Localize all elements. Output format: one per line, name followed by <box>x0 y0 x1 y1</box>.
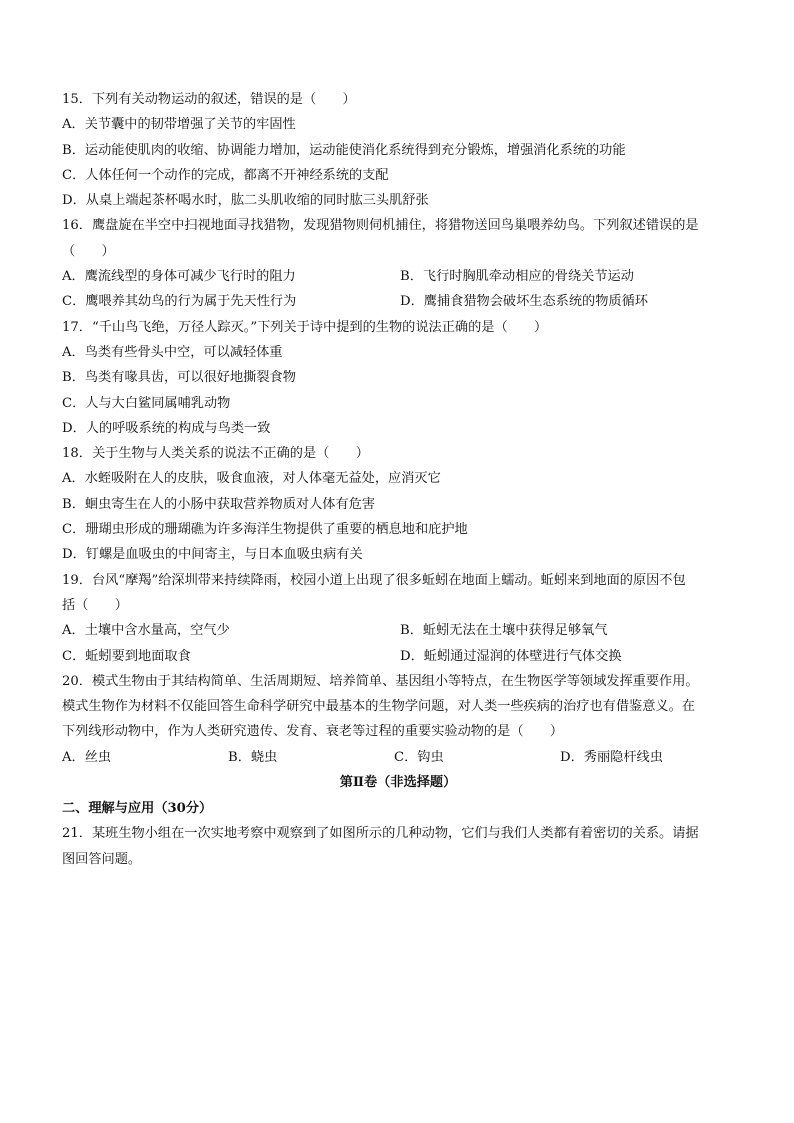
question-17-option-a: A．鸟类有些骨头中空，可以减轻体重 <box>62 344 283 360</box>
question-20-option-c: C．钩虫 <box>394 749 444 765</box>
page-content <box>62 87 734 872</box>
part-2-title: 二、理解与应用（30分） <box>62 801 213 817</box>
question-18-stem: 18．关于生物与人类关系的说法不正确的是（ ） <box>62 446 369 462</box>
question-20-option-d: D．秀丽隐杆线虫 <box>560 749 663 765</box>
question-16-stem-line1: 16．鹰盘旋在半空中扫视地面寻找猎物，发现猎物则伺机捕住，将猎物送回鸟巢喂养幼鸟。下列叙述错误的是 <box>62 218 699 234</box>
question-18 <box>62 441 734 567</box>
question-21 <box>62 821 734 872</box>
section-2-title: 第Ⅱ卷（非选择题） <box>339 775 457 791</box>
question-15 <box>62 87 734 213</box>
question-16 <box>62 213 734 314</box>
question-19 <box>62 568 734 669</box>
question-20-stem-line2: 模式生物作为材料不仅能回答生命科学研究中最基本的生物学问题，对人类一些疾病的治疗也有借鉴意义。在 <box>62 699 695 715</box>
question-19-stem-line1: 19．台风“摩羯”给深圳带来持续降雨，校园小道上出现了很多蚯蚓在地面上蠕动。蚯蚓来到地面的原因不包 <box>62 572 686 588</box>
question-16-option-d: D．鹰捕食猎物会破坏生态系统的物质循环 <box>400 294 648 310</box>
question-20-option-a: A．丝虫 <box>62 749 112 765</box>
question-21-stem-line1: 21．某班生物小组在一次实地考察中观察到了如图所示的几种动物，它们与我们人类都有着密切的关系。请据 <box>62 826 699 842</box>
question-20 <box>62 669 734 770</box>
question-16-option-b: B．飞行时胸肌牵动相应的骨绕关节运动 <box>400 269 634 285</box>
question-20-options-row <box>62 745 734 770</box>
question-18-option-c: C．珊瑚虫形成的珊瑚礁为许多海洋生物提供了重要的栖息地和庇护地 <box>62 522 468 538</box>
question-19-options-row1 <box>62 618 734 643</box>
question-15-stem: 15．下列有关动物运动的叙述，错误的是（ ） <box>62 92 356 107</box>
question-19-option-c: C．蚯蚓要到地面取食 <box>62 648 191 664</box>
question-17 <box>62 315 734 441</box>
question-17-stem: 17．“千山鸟飞绝，万径人踪灭。”下列关于诗中提到的生物的说法正确的是（ ） <box>62 319 548 335</box>
question-19-stem-line2: 括（ ） <box>62 597 128 613</box>
question-16-options-row1 <box>62 264 734 289</box>
question-21-stem-line2: 图回答问题。 <box>62 851 142 867</box>
question-16-option-c: C．鹰喂养其幼鸟的行为属于先天性行为 <box>62 294 297 310</box>
question-20-option-b: B．蛲虫 <box>228 749 278 765</box>
question-15-option-a: A．关节囊中的韧带增强了关节的牢固性 <box>62 117 296 133</box>
question-18-option-b: B．蛔虫寄生在人的小肠中获取营养物质对人体有危害 <box>62 496 376 512</box>
question-15-option-d: D．从桌上端起茶杯喝水时，肱二头肌收缩的同时肱三头肌舒张 <box>62 193 429 209</box>
question-16-option-a: A．鹰流线型的身体可减少飞行时的阻力 <box>62 269 296 285</box>
question-19-options-row2 <box>62 644 734 669</box>
question-20-stem-line1: 20．模式生物由于其结构简单、生活周期短、培养简单、基因组小等特点，在生物医学等领域发挥重要作用。 <box>62 673 699 689</box>
question-18-option-a: A．水蛭吸附在人的皮肤，吸食血液，对人体毫无益处，应消灭它 <box>62 471 441 487</box>
question-17-option-c: C．人与大白鲨同属哺乳动物 <box>62 395 231 411</box>
question-19-option-d: D．蚯蚓通过湿润的体壁进行气体交换 <box>400 648 622 664</box>
question-16-options-row2 <box>62 289 734 314</box>
question-17-option-b: B．鸟类有喙具齿，可以很好地撕裂食物 <box>62 370 296 386</box>
question-20-stem-line3: 下列线形动物中，作为人类研究遗传、发育、衰老等过程的重要实验动物的是（ ） <box>62 724 564 740</box>
question-16-stem-line2: （ ） <box>62 243 115 259</box>
question-19-option-a: A．土壤中含水量高，空气少 <box>62 623 230 639</box>
question-18-option-d: D．钉螺是血吸虫的中间寄主，与日本血吸虫病有关 <box>62 547 363 563</box>
question-17-option-d: D．人的呼吸系统的构成与鸟类一致 <box>62 420 271 436</box>
question-15-option-b: B．运动能使肌肉的收缩、协调能力增加，运动能使消化系统得到充分锻炼，增强消化系统的功能 <box>62 142 626 158</box>
question-19-option-b: B．蚯蚓无法在土壤中获得足够氧气 <box>400 623 608 639</box>
question-15-option-c: C．人体任何一个动作的完成，都离不开神经系统的支配 <box>62 167 389 183</box>
